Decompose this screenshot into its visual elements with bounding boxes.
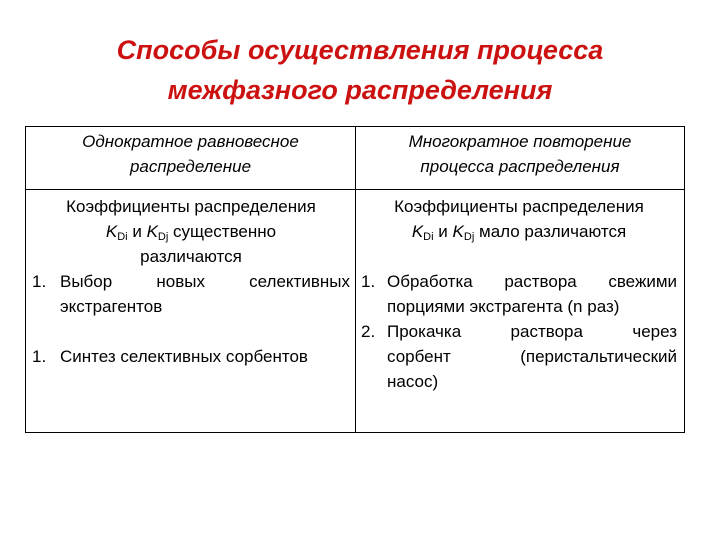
header-single-distribution <box>26 129 355 179</box>
left-item-2 <box>32 344 350 369</box>
left-column-body <box>32 194 350 369</box>
left-item-2-text: Синтез селективных сорбентов <box>60 347 308 366</box>
left-coef-line-2 <box>32 219 350 244</box>
conjunction: и <box>132 222 142 241</box>
list-number: 1. <box>32 272 47 291</box>
header-right-line-1: Многократное повторение <box>408 132 632 151</box>
word: раствора <box>504 272 577 291</box>
k-subscript-dj: Dj <box>157 231 169 243</box>
right-coef-line-2 <box>361 219 677 244</box>
word: Прокачка <box>387 322 462 341</box>
spacer <box>361 244 677 269</box>
list-number: 1. <box>361 272 376 291</box>
word: (перистальтический <box>520 347 677 366</box>
slide-title <box>0 30 720 110</box>
word: новых <box>156 272 205 291</box>
word: свежими <box>608 272 677 291</box>
right-column-body <box>361 194 677 394</box>
word: селективных <box>249 272 350 291</box>
left-item-1-line-2: экстрагентов <box>60 297 163 316</box>
left-coef-line-3: различаются <box>140 247 242 266</box>
left-item-1-text <box>60 269 350 294</box>
right-coef-rest: мало различаются <box>479 222 627 241</box>
comparison-table <box>25 126 685 433</box>
k-subscript-dj: Dj <box>463 231 475 243</box>
header-right-line-2: процесса распределения <box>420 157 620 176</box>
right-item-2-line-3: насос) <box>387 372 439 391</box>
word: через <box>632 322 677 341</box>
word: Выбор <box>60 272 113 291</box>
header-left-line-2: распределение <box>129 157 252 176</box>
k-subscript-di: Di <box>423 231 434 243</box>
left-item-1 <box>32 269 350 294</box>
title-line-1: Способы осуществления процесса <box>116 35 604 65</box>
right-item-2 <box>361 319 677 344</box>
right-coef-line-1: Коэффициенты распределения <box>394 197 644 216</box>
spacer <box>32 319 350 344</box>
right-item-1-text <box>387 269 677 294</box>
left-coef-rest: существенно <box>173 222 277 241</box>
header-left-line-1: Однократное равновесное <box>82 132 299 151</box>
k-symbol: K <box>411 222 424 241</box>
word: раствора <box>510 322 583 341</box>
list-number: 2. <box>361 322 376 341</box>
k-symbol: K <box>105 222 118 241</box>
right-item-1-line-2: порциями экстрагента (n раз) <box>387 297 620 316</box>
header-multiple-distribution <box>356 129 684 179</box>
title-line-2: межфазного распределения <box>167 75 553 105</box>
k-symbol: K <box>146 222 158 241</box>
right-item-2-line-2 <box>361 344 677 369</box>
word: Обработка <box>387 272 473 291</box>
header-divider <box>26 189 684 190</box>
left-coef-line-1: Коэффициенты распределения <box>66 197 316 216</box>
right-item-2-text <box>387 319 677 344</box>
list-number: 1. <box>32 347 47 366</box>
k-symbol: K <box>452 222 464 241</box>
word: сорбент <box>387 347 451 366</box>
k-subscript-di: Di <box>117 231 128 243</box>
conjunction: и <box>438 222 448 241</box>
right-item-1 <box>361 269 677 294</box>
